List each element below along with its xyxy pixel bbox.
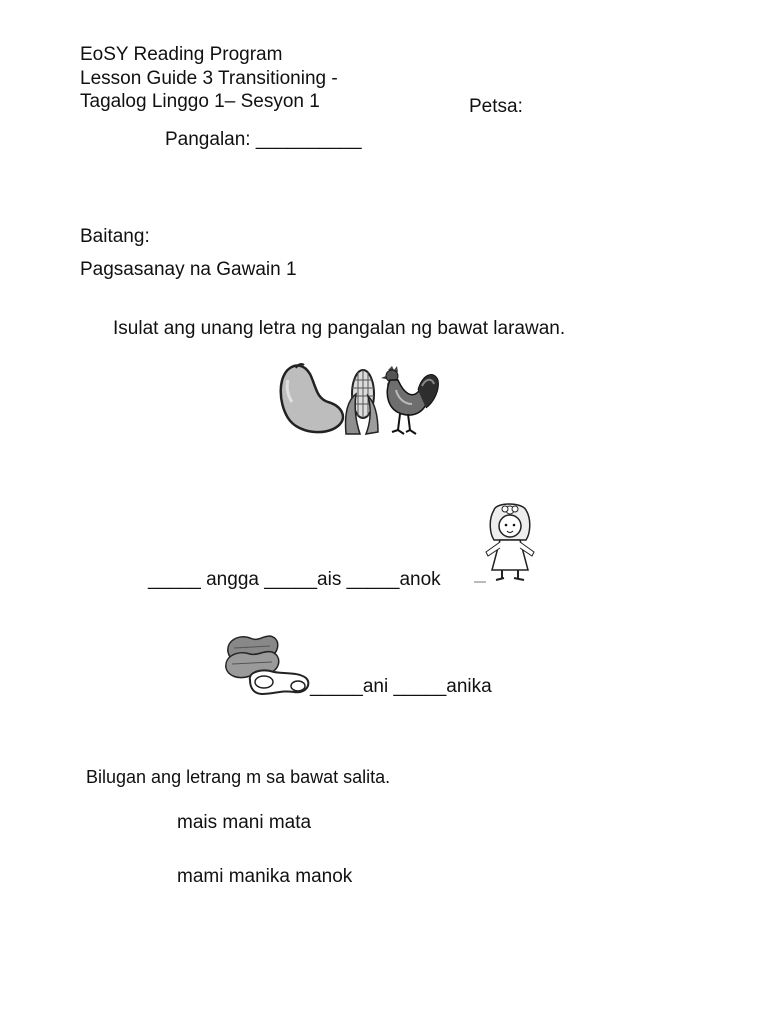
date-label: Petsa: bbox=[469, 96, 523, 117]
instruction-write-first-letter: Isulat ang unang letra ng pangalan ng bawat larawan. bbox=[113, 318, 566, 339]
lesson-guide-title: Lesson Guide 3 Transitioning - bbox=[80, 68, 338, 89]
week-session-title: Tagalog Linggo 1– Sesyon 1 bbox=[80, 91, 320, 112]
grade-label: Baitang: bbox=[80, 226, 150, 247]
program-title: EoSY Reading Program bbox=[80, 44, 283, 65]
mango-icon bbox=[276, 362, 348, 438]
fill-in-row-1: _____ angga _____ais _____anok bbox=[148, 569, 441, 590]
activity-title: Pagsasanay na Gawain 1 bbox=[80, 259, 297, 280]
doll-icon bbox=[474, 500, 546, 584]
fill-in-row-2: _____ani _____anika bbox=[310, 676, 492, 697]
instruction-circle-letter-m: Bilugan ang letrang m sa bawat salita. bbox=[86, 767, 391, 787]
rooster-icon bbox=[378, 364, 440, 438]
peanut-icon bbox=[222, 628, 312, 696]
corn-icon bbox=[342, 364, 380, 436]
name-field-label: Pangalan: __________ bbox=[165, 129, 362, 150]
word-list-1: mais mani mata bbox=[177, 812, 312, 833]
word-list-2: mami manika manok bbox=[177, 866, 353, 887]
